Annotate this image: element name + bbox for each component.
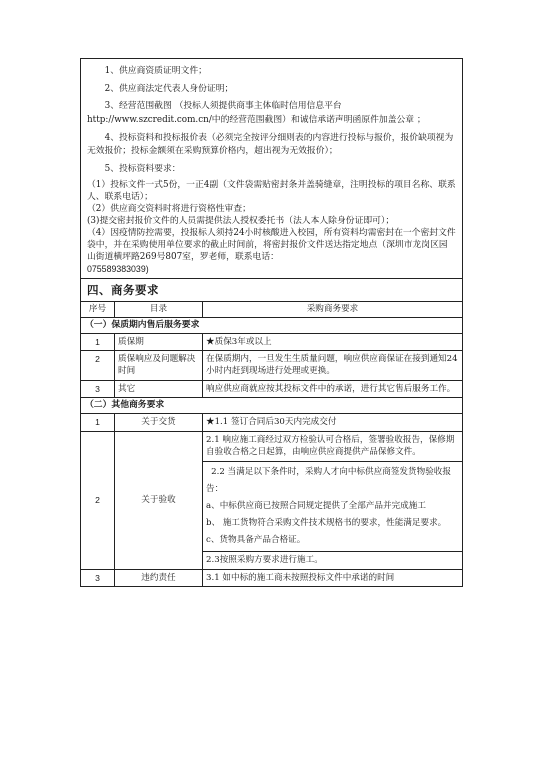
row-num: 2 xyxy=(81,351,115,381)
header-requirement: 采购商务要求 xyxy=(203,302,463,317)
acceptance-clause-2-1: 2.1 响应施工商经过双方检验认可合格后，签署验收报告，保修期自验收合格之日起算，由响应供应商提供产品保修文件。 xyxy=(203,431,463,461)
req-qualification-review: （2）供应商交资料时将进行资格性审查； xyxy=(87,204,251,215)
acceptance-condition-c: c、货物具备产品合格证。 xyxy=(206,535,306,546)
section-title-other: （二）其他商务要求 xyxy=(81,398,463,414)
row-category: 违约责任 xyxy=(115,569,203,586)
contact-phone: 075589383039) xyxy=(87,263,149,274)
row-category: 关于验收 xyxy=(115,431,203,569)
row-category: 质保响应及问题解决时间 xyxy=(115,351,203,381)
acceptance-condition-b: b、 施工货物符合采购文件技术规格书的要求，性能满足要求。 xyxy=(206,518,447,529)
table-row xyxy=(81,569,463,586)
table-row xyxy=(81,414,463,431)
row-requirement: 3.1 如中标的施工商未按照投标文件中承诺的时间 xyxy=(203,569,463,586)
acceptance-clause-2-2-intro: 2.2 当满足以下条件时，采购人才向中标供应商签发货物验收报告： xyxy=(206,466,451,494)
row-requirement: ★1.1 签订合同后30天内完成交付 xyxy=(203,414,463,431)
acceptance-condition-a: a、中标供应商已按照合同规定提供了全部产品并完成施工 xyxy=(206,500,426,511)
document-page xyxy=(80,58,463,587)
section-title-warranty: （一）保质期内售后服务要求 xyxy=(81,317,463,333)
row-requirement: 在保质期内，一旦发生生质量问题，响应供应商保证在接到通知24小时内赶到现场进行处理或更换。 xyxy=(203,351,463,381)
row-num: 3 xyxy=(81,380,115,397)
row-category: 其它 xyxy=(115,380,203,397)
section-title-business-requirements: 四、商务要求 xyxy=(80,278,463,301)
req-copies: （1）投标文件一式5份，一正4副（文件袋需贴密封条并盖骑缝章，注明投标的项目名称、联系人、联系电话）； xyxy=(87,180,456,203)
table-row xyxy=(81,380,463,397)
req-authorization-letter: (3)提交密封报价文件的人员需提供法人授权委托书（法人本人除身份证即可）； xyxy=(87,216,395,226)
row-category: 质保期 xyxy=(115,333,203,350)
row-num: 1 xyxy=(81,333,115,350)
table-header-row xyxy=(81,302,463,317)
header-category: 目录 xyxy=(115,302,203,317)
item-bid-quotation: 4、投标资料和投标报价表（必须完全按评分细则表的内容进行投标与报价，报价缺项视为无效报价；投标金额须在采购预算价格内，超出视为无效报价）； xyxy=(87,132,454,157)
row-num: 1 xyxy=(81,414,115,431)
item-qualification-docs: 1、供应商资质证明文件； xyxy=(104,66,207,76)
row-requirement: ★质保3年或以上 xyxy=(203,333,463,350)
row-num: 3 xyxy=(81,569,115,586)
row-requirement: 响应供应商就应按其投标文件中的承诺，进行其它售后服务工作。 xyxy=(203,380,463,397)
acceptance-clause-2-2 xyxy=(203,461,463,552)
item-business-scope: 3、经营范围截图 （投标人须提供商事主体临时信用信息平台http://www.szcredit.com.cn/中的经营范围截图）和诚信承诺声明函原件加盖公章 ； xyxy=(87,101,426,125)
submission-requirements-box xyxy=(80,58,463,278)
row-category: 关于交货 xyxy=(115,414,203,431)
header-seq: 序号 xyxy=(81,302,115,317)
item-legal-rep-id: 2、供应商法定代表人身份证明； xyxy=(104,83,234,94)
req-delivery-location: （4）因疫情防控需要，投报标人须持24小时核酸进入校园，所有资料均需密封在一个密封文件袋中，并在采购使用单位要求的截止时间前，将密封报价文件送达指定地点（深圳市龙岗区园山街道横坪路269号807室，罗老师，联系电话： xyxy=(87,227,456,262)
table-row xyxy=(81,351,463,381)
table-row xyxy=(81,333,463,350)
business-requirements-table xyxy=(80,301,463,587)
row-num: 2 xyxy=(81,431,115,569)
item-material-requirements: 5、投标资料要求： xyxy=(104,163,181,174)
section-row-warranty xyxy=(81,317,463,333)
acceptance-clause-2-3: 2.3按照采购方要求进行施工。 xyxy=(203,552,463,569)
section-row-other xyxy=(81,398,463,414)
table-row xyxy=(81,431,463,461)
